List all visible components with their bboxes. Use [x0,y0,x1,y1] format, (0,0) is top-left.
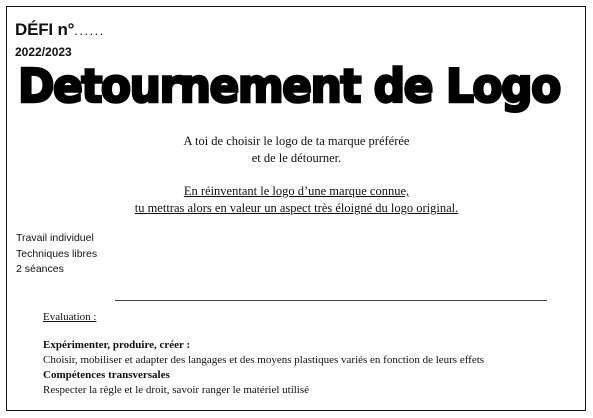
intro-line: A toi de choisir le logo de ta marque préférée [183,134,410,148]
intro-paragraph [0,133,593,167]
competency-text: Respecter la règle et le droit, savoir ranger le matériel utilisé [43,384,310,396]
defi-number-blank: ...... [74,23,105,38]
school-year: 2022/2023 [15,45,72,59]
competency-heading: Expérimenter, produire, créer : [43,339,191,351]
techniques: Techniques libres [16,247,98,260]
defi-label: DÉFI n° [15,20,75,39]
competency-text: Choisir, mobiliser et adapter des langages et des moyens plastiques variés en fonction de leurs effets [43,354,485,366]
work-info [16,231,97,278]
intro-line: et de le détourner. [251,151,342,165]
sessions: 2 séances [16,263,64,275]
work-type: Travail individuel [16,232,94,244]
defi-number [15,20,105,40]
separator-line [115,300,547,301]
page-title: Detournement de Logo [18,60,560,114]
evaluation-label: Evaluation : [43,311,97,323]
instruction-paragraph [0,183,593,217]
competency-heading: Compétences transversales [43,369,170,381]
instruction-line: tu mettras alors en valeur un aspect très éloigné du logo original. [134,201,459,215]
competencies [43,338,484,398]
instruction-line: En réinventant le logo d’une marque connue, [183,184,410,198]
